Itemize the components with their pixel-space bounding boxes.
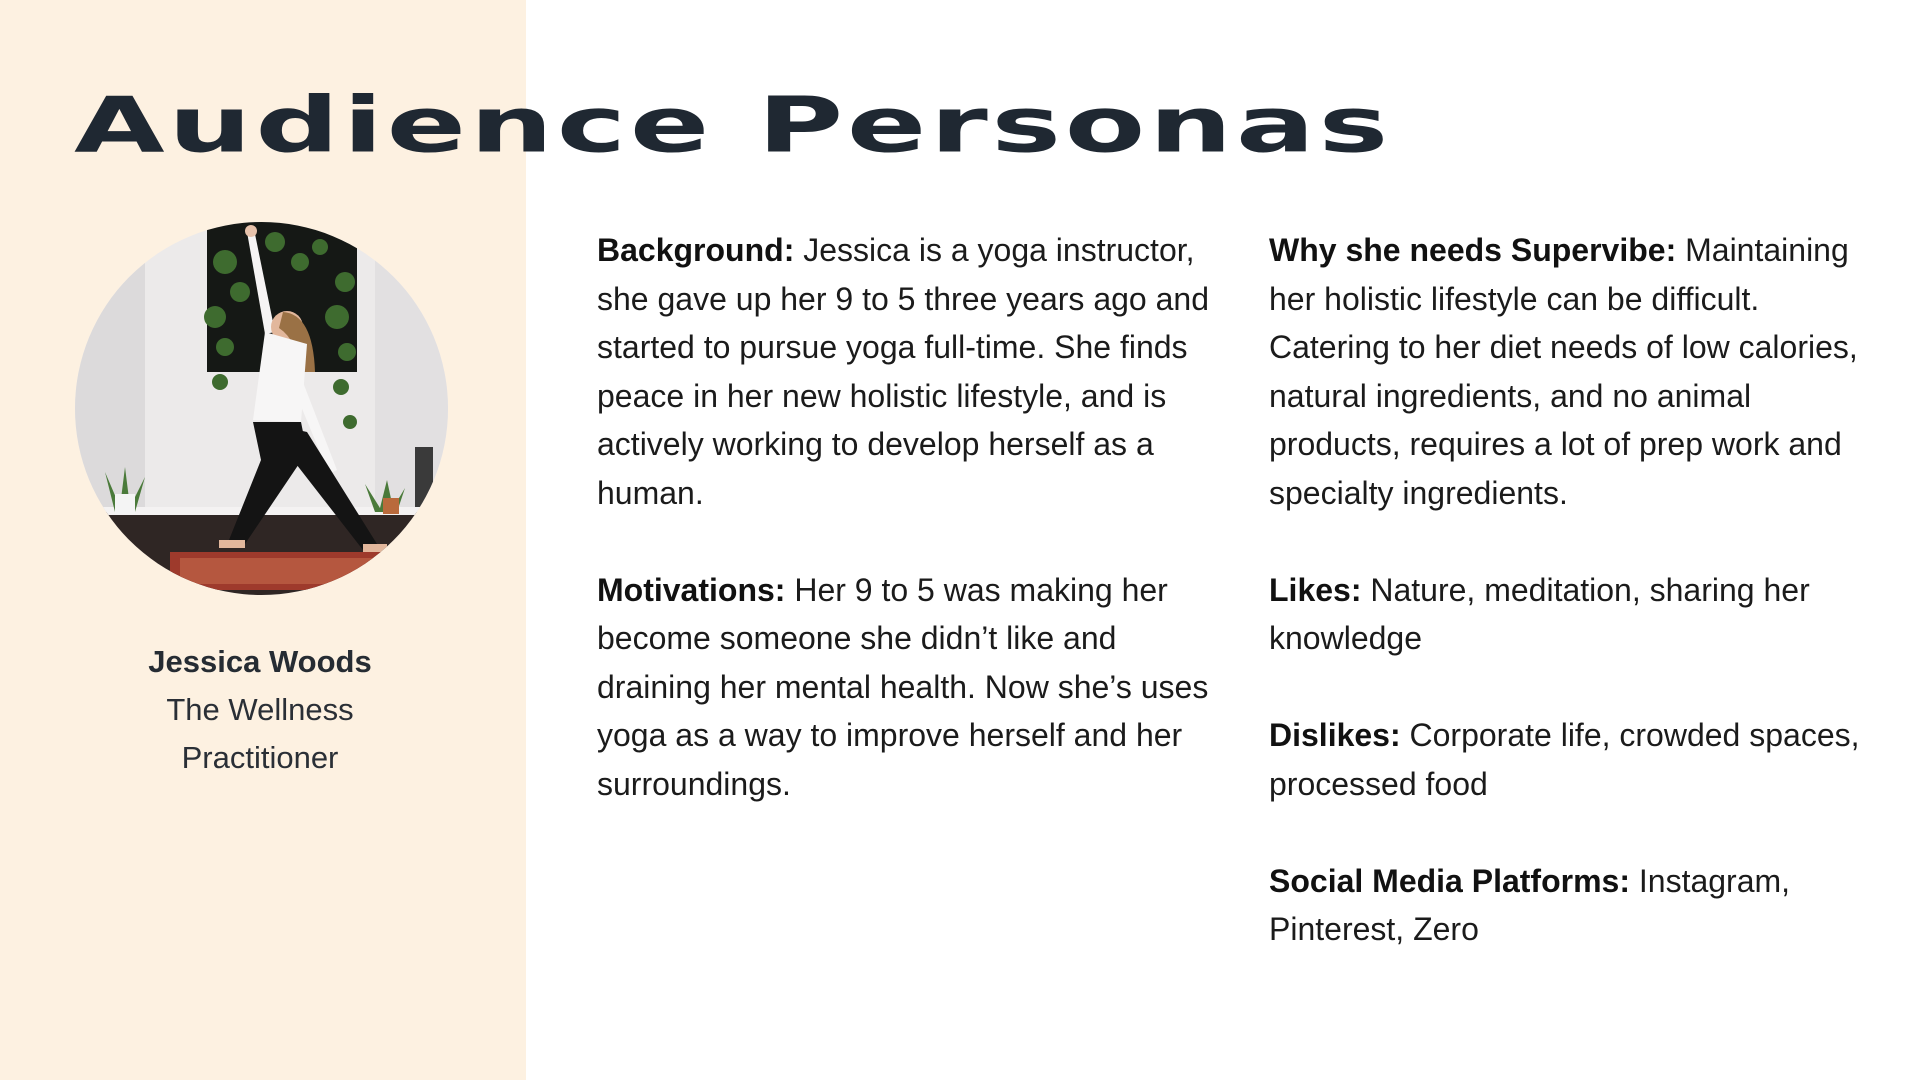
likes-paragraph	[1269, 566, 1889, 663]
background-label: Background:	[597, 232, 795, 268]
persona-photo	[75, 222, 448, 595]
background-paragraph	[597, 226, 1217, 517]
persona-name: Jessica Woods	[148, 644, 372, 679]
likes-text: Nature, meditation, sharing her knowledge	[1269, 571, 1810, 656]
dislikes-text: Corporate life, crowded spaces, processed food	[1269, 717, 1860, 802]
persona-role-line-2: Practitioner	[181, 740, 339, 775]
dislikes-paragraph	[1269, 711, 1889, 808]
motivations-label: Motivations:	[597, 571, 786, 608]
persona-details-right-column	[1269, 226, 1889, 1002]
yoga-pose-photo-icon	[75, 222, 448, 595]
social-text: Instagram, Pinterest, Zero	[1269, 862, 1791, 947]
social-label: Social Media Platforms:	[1269, 862, 1630, 899]
why-text: Maintaining her holistic lifestyle can be difficult. Catering to her diet needs of low calories, natural ingredients, and no animal products, requires a lot of prep work and specialty ingredients.	[1269, 232, 1858, 511]
background-text: Jessica is a yoga instructor, she gave up her 9 to 5 three years ago and started to pursue yoga full-time. She finds peace in her new holistic lifestyle, and is actively working to develop herself as a human.	[597, 232, 1209, 511]
why-label: Why she needs Supervibe:	[1269, 232, 1677, 268]
likes-label: Likes:	[1269, 571, 1362, 608]
persona-details-left-column	[597, 226, 1217, 857]
motivations-text: Her 9 to 5 was making her become someone she didn’t like and draining her mental health. Now she’s uses yoga as a way to improve herself and her surroundings.	[597, 571, 1209, 802]
page-title: Audience Personas	[74, 80, 1393, 170]
why-paragraph	[1269, 226, 1889, 517]
social-paragraph	[1269, 857, 1889, 954]
persona-identity	[60, 638, 460, 782]
motivations-paragraph	[597, 566, 1217, 809]
dislikes-label: Dislikes:	[1269, 717, 1401, 753]
persona-role-line-1: The Wellness	[166, 692, 354, 727]
